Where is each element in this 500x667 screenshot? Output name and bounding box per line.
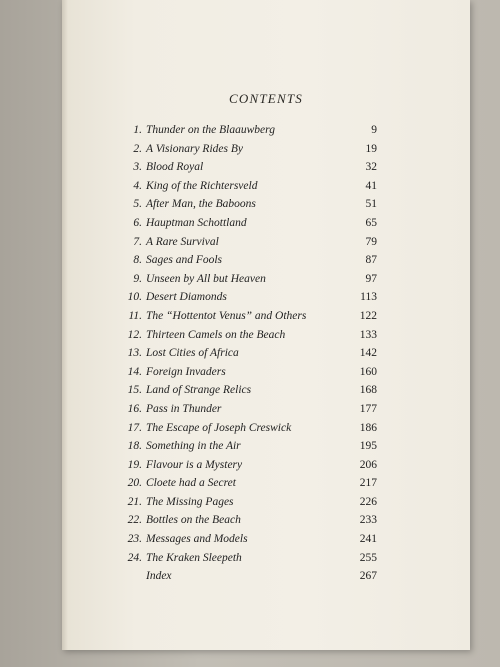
chapter-number: 6. xyxy=(133,216,142,229)
page-number: 113 xyxy=(360,291,377,304)
chapter-number: 14. xyxy=(127,365,142,378)
page-number: 9 xyxy=(371,124,377,136)
contents-entry xyxy=(62,347,470,366)
page-number: 226 xyxy=(359,495,377,508)
page-number: 122 xyxy=(359,309,377,322)
contents-entry xyxy=(62,180,470,199)
page-number: 41 xyxy=(365,179,377,192)
contents-entry xyxy=(62,496,470,515)
page-number: 79 xyxy=(365,235,377,248)
chapter-title: Foreign Invaders xyxy=(146,365,226,378)
page-number: 168 xyxy=(359,384,377,397)
contents-entry xyxy=(62,403,470,422)
chapter-title: Desert Diamonds xyxy=(146,291,227,304)
chapter-number: 2. xyxy=(133,142,142,155)
contents-entry xyxy=(62,291,470,310)
chapter-title: The Kraken Sleepeth xyxy=(146,551,242,564)
chapter-number: 11. xyxy=(128,309,142,322)
chapter-title: Blood Royal xyxy=(146,161,204,174)
chapter-title: Messages and Models xyxy=(146,533,248,546)
page-number: 217 xyxy=(359,477,377,490)
chapter-title: The “Hottentot Venus” and Others xyxy=(146,309,307,322)
contents-entry xyxy=(62,236,470,255)
chapter-number: 22. xyxy=(127,514,142,527)
page-number: 19 xyxy=(365,142,377,155)
chapter-title: The Missing Pages xyxy=(146,495,234,508)
page-number: 233 xyxy=(359,514,377,527)
contents-entry xyxy=(62,552,470,571)
chapter-number: 16. xyxy=(127,402,142,415)
chapter-number: 15. xyxy=(127,384,142,397)
chapter-number: 24. xyxy=(127,551,142,564)
chapter-title: Thirteen Camels on the Beach xyxy=(146,328,286,341)
chapter-number: 10. xyxy=(127,291,142,304)
chapter-title: Cloete had a Secret xyxy=(146,477,236,490)
contents-entry xyxy=(62,459,470,478)
chapter-title: Land of Strange Relics xyxy=(146,384,252,397)
contents-entry xyxy=(62,440,470,459)
chapter-number: 5. xyxy=(133,198,142,211)
page-number: 65 xyxy=(365,216,377,229)
page-number: 186 xyxy=(359,421,377,434)
page-number: 97 xyxy=(365,272,377,285)
chapter-number: 19. xyxy=(127,458,142,471)
chapter-number: 23. xyxy=(127,533,142,546)
chapter-title: Something in the Air xyxy=(146,440,241,453)
contents-heading: CONTENTS xyxy=(229,91,303,106)
contents-entry xyxy=(62,422,470,441)
chapter-title: Hauptman Schottland xyxy=(146,216,247,229)
chapter-title: Index xyxy=(146,570,172,583)
contents-entry xyxy=(62,514,470,533)
contents-entry xyxy=(62,198,470,217)
chapter-number: 1. xyxy=(133,124,142,136)
contents-entry xyxy=(62,384,470,403)
page-number: 51 xyxy=(365,198,377,211)
page-number: 195 xyxy=(359,440,377,453)
page-number: 160 xyxy=(359,365,377,378)
chapter-number: 7. xyxy=(133,235,142,248)
chapter-number: 8. xyxy=(133,254,142,267)
chapter-title: After Man, the Baboons xyxy=(146,198,256,211)
contents-entry xyxy=(62,477,470,496)
chapter-title: Thunder on the Blaauwberg xyxy=(146,124,275,136)
contents-entry xyxy=(62,161,470,180)
page-number: 133 xyxy=(359,328,377,341)
contents-entry xyxy=(62,310,470,329)
contents-entry xyxy=(62,533,470,552)
page-number: 206 xyxy=(359,458,377,471)
chapter-number: 20. xyxy=(127,477,142,490)
chapter-title: A Visionary Rides By xyxy=(146,142,243,155)
contents-entry xyxy=(62,124,470,143)
contents-entry xyxy=(62,273,470,292)
chapter-number: 3. xyxy=(133,161,142,174)
contents-entry xyxy=(62,254,470,273)
chapter-number: 12. xyxy=(127,328,142,341)
chapter-number: 4. xyxy=(133,179,142,192)
page-number: 142 xyxy=(359,347,377,360)
chapter-title: A Rare Survival xyxy=(146,235,219,248)
contents-entry xyxy=(62,570,470,589)
page-number: 255 xyxy=(359,551,377,564)
chapter-title: King of the Richtersveld xyxy=(146,179,258,192)
contents-entry xyxy=(62,143,470,162)
contents-entry xyxy=(62,366,470,385)
chapter-number: 9. xyxy=(133,272,142,285)
contents-entry xyxy=(62,329,470,348)
page-number: 32 xyxy=(365,161,377,174)
chapter-number: 21. xyxy=(127,495,142,508)
page-number: 177 xyxy=(359,402,377,415)
page-number: 241 xyxy=(359,533,377,546)
chapter-title: The Escape of Joseph Creswick xyxy=(146,421,292,434)
chapter-title: Bottles on the Beach xyxy=(146,514,241,527)
chapter-number: 18. xyxy=(127,440,142,453)
chapter-title: Unseen by All but Heaven xyxy=(146,272,266,285)
chapter-title: Lost Cities of Africa xyxy=(146,347,239,360)
contents-list xyxy=(62,124,470,589)
chapter-title: Pass in Thunder xyxy=(146,402,222,415)
page-number: 87 xyxy=(365,254,377,267)
chapter-number: 13. xyxy=(127,347,142,360)
chapter-number: 17. xyxy=(127,421,142,434)
page-number: 267 xyxy=(359,570,377,583)
contents-entry xyxy=(62,217,470,236)
chapter-title: Sages and Fools xyxy=(146,254,223,267)
chapter-title: Flavour is a Mystery xyxy=(146,458,243,471)
